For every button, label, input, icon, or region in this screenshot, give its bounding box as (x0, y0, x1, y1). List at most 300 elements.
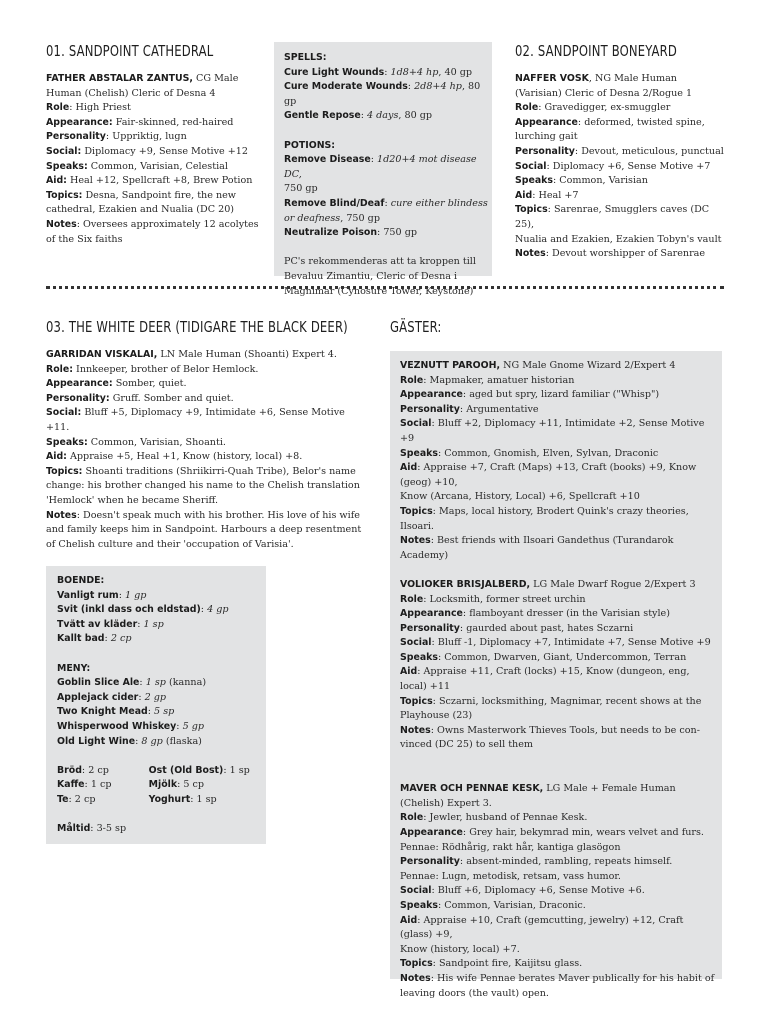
text-line: : Sarenrae, Smugglers caves (DC 25), (515, 204, 710, 230)
text-line: Know (Arcana, History, Local) +6, Spellcraft +10 (400, 491, 640, 503)
field-label: Bröd (57, 764, 82, 776)
npc-name: GARRIDAN VISKALAI, (46, 349, 158, 360)
field-label: Notes (46, 509, 77, 521)
field-label: Notes (400, 724, 431, 736)
field-label: Appearance (400, 827, 463, 838)
npc-name: FATHER ABSTALAR ZANTUS, (46, 73, 193, 84)
text-line: change: his brother changed his name to the Chelish translation (46, 480, 360, 492)
text-line (400, 447, 718, 462)
field-label: Notes (400, 535, 431, 547)
field-label: Personality (400, 403, 460, 415)
text-line: Somber, quiet. (112, 378, 187, 390)
text-line: and family keeps him in Sandpoint. Harbours a deep resentment (46, 524, 362, 536)
text-line (57, 793, 149, 808)
text-line (400, 884, 718, 899)
field-label: Gentle Repose (284, 110, 361, 122)
field-label: Appearance (400, 389, 463, 401)
text-line (400, 505, 718, 534)
text-line: Nualia and Ezakien, Ezakien Tobyn's vault (515, 233, 722, 245)
section-heading: 01. SANDPOINT CATHEDRAL (46, 42, 214, 60)
text-line: vinced (DC 25) to sell them (400, 739, 534, 751)
npc-name: VEZNUTT PAROOH, (400, 360, 501, 371)
npc-entry (46, 72, 261, 247)
field-label: Role: (46, 363, 73, 375)
field-label: Personality (46, 131, 106, 143)
text-line: Gruff. Somber and quiet. (109, 392, 234, 404)
field-label: Appearance: (46, 116, 113, 128)
field-label: Old Light Wine (57, 735, 136, 747)
section-sandpoint-cathedral (46, 42, 261, 247)
spacer (400, 753, 718, 768)
text-line: : (200, 604, 208, 616)
field-label: Appearance (515, 116, 578, 128)
text-line (284, 197, 489, 212)
text-line (400, 417, 718, 446)
text-line: : Uppriktig, lugn (105, 131, 187, 143)
field-label: Kallt bad (57, 633, 105, 645)
text-line: : absent-minded, rambling, repeats himself. (459, 856, 673, 868)
field-label: Role (515, 102, 539, 114)
field-label: Speaks (400, 447, 438, 459)
text-line: : Owns Masterwork Thieves Tools, but needs to be con- (430, 724, 700, 736)
text-line: : (118, 589, 125, 601)
text-line: : Devout, meticulous, punctual (574, 145, 724, 157)
field-label: Te (57, 793, 69, 805)
field-label: Vanligt rum (57, 589, 119, 601)
text-line (515, 247, 730, 262)
text-line (515, 145, 730, 160)
text-line: , 40 gp (438, 66, 473, 78)
text-line: : Bluff -1, Diplomacy +7, Intimidate +7, Sense Motive +9 (431, 637, 711, 649)
text-line: , 750 gp (340, 212, 380, 224)
text-line: Human (Chelish) Cleric of Desna 4 (46, 87, 216, 99)
text-line: : His wife Pennae berates Maver publically for his habit of (430, 972, 715, 984)
text-line (284, 153, 489, 182)
text-line (515, 116, 730, 131)
text-line (400, 593, 718, 608)
text-line: : gaurded about past, hates Sczarni (459, 622, 634, 634)
text-line: Magnimar (Cynosure Tower, Keystone) (284, 285, 474, 297)
field-label: Whisperwood Whiskey (57, 720, 177, 732)
text-line: CG Male (193, 73, 239, 84)
text-line (46, 450, 366, 465)
text-line (57, 735, 262, 750)
field-label: Cure Moderate Wounds (284, 81, 408, 93)
text-line (46, 130, 261, 145)
text-line: LG Male + Female Human (543, 783, 676, 795)
text-line: : (135, 735, 142, 747)
text-line: : Bluff +2, Diplomacy +11, Intimidate +2, Sense Motive +9 (400, 418, 705, 444)
text-line (515, 189, 730, 204)
text-line (400, 403, 718, 418)
field-value-italic: 1 gp (125, 589, 147, 601)
guests-box (390, 351, 722, 999)
field-label: Kaffe (57, 779, 85, 791)
text-line: , 80 gp (398, 110, 433, 122)
guests-heading: GÄSTER: (390, 318, 442, 336)
text-line: : deformed, twisted spine, (577, 116, 705, 128)
text-line (57, 618, 262, 633)
section-heading: 02. SANDPOINT BONEYARD (515, 42, 677, 60)
field-label: Neutralize Poison (284, 227, 378, 239)
text-line (284, 66, 489, 81)
npc-name: MAVER OCH PENNAE KESK, (400, 783, 544, 795)
field-label: Speaks (400, 651, 438, 663)
text-line: : 1 sp (223, 764, 250, 776)
text-line (400, 855, 718, 870)
text-line (46, 189, 261, 204)
text-line (400, 665, 718, 694)
text-line (46, 348, 366, 363)
field-label: Two Knight Mead (57, 706, 148, 718)
text-line: : (138, 691, 145, 703)
field-label: Role (400, 374, 424, 386)
text-line: PC's rekommenderas att ta kroppen till (284, 256, 476, 268)
text-line: : (139, 677, 146, 689)
text-line (284, 212, 489, 227)
text-line: NG Male Gnome Wizard 2/Expert 4 (500, 360, 676, 371)
text-line: : aged but spry, lizard familiar ("Whisp") (462, 389, 660, 401)
field-value-italic: 4 gp (207, 604, 229, 616)
field-label: Social (400, 637, 432, 649)
field-label: Topics (400, 958, 433, 970)
npc-entry (46, 348, 366, 552)
field-label: Tvätt av kläder (57, 618, 138, 630)
field-label: Personality (400, 856, 460, 868)
text-line: : flamboyant dresser (in the Varisian style) (462, 608, 670, 620)
text-line: : Doesn't speak much with his brother. His love of his wife (76, 509, 360, 521)
text-line (46, 363, 366, 378)
text-line: : 3-5 sp (90, 823, 127, 835)
field-label: Goblin Slice Ale (57, 677, 140, 689)
field-label: Personality: (46, 392, 110, 404)
text-line: : 2 cp (68, 793, 96, 805)
field-label: Yoghurt (148, 793, 191, 805)
text-line (46, 509, 366, 524)
npc-name: NAFFER VOSK (515, 73, 589, 84)
field-value-italic: 2 gp (144, 691, 167, 703)
spells-title: SPELLS: (284, 52, 327, 63)
field-value-italic: 5 gp (182, 720, 205, 732)
text-line (46, 101, 261, 116)
text-line (46, 160, 261, 175)
food-prices (57, 764, 262, 808)
field-label: Ost (Old Bost) (148, 764, 224, 776)
field-value-italic: 1d8+4 hp (390, 66, 439, 78)
field-value-italic: 2d8+4 hp (414, 81, 462, 93)
field-label: Måltid (57, 823, 91, 835)
field-label: Appearance: (46, 378, 113, 390)
text-line (400, 972, 718, 987)
field-label: Applejack cider (57, 691, 139, 703)
text-line: 'Hemlock' when he became Sheriff. (46, 494, 219, 506)
text-line (400, 811, 718, 826)
text-line: LG Male Dwarf Rogue 2/Expert 3 (530, 578, 696, 590)
text-line: : Maps, local history, Brodert Quink's crazy theories, Ilsoari. (400, 505, 689, 532)
field-value-italic: cure either blindess (390, 197, 488, 209)
text-line: lurching gait (515, 131, 578, 143)
text-line (284, 109, 489, 124)
text-line: : (384, 66, 391, 78)
field-label: Cure Light Wounds (284, 66, 385, 78)
spacer (284, 241, 489, 256)
text-line (57, 822, 262, 837)
text-line (46, 145, 261, 160)
spells-box (274, 42, 492, 297)
text-line: Innkeeper, brother of Belor Hemlock. (72, 363, 259, 375)
field-value-italic: 1d20+4 mot disease DC, (284, 154, 477, 180)
field-label: Topics (515, 204, 548, 216)
field-label: Social (400, 885, 432, 897)
text-line: : Sczarni, locksmithing, Magnimar, recent shows at the (432, 695, 702, 707)
text-line (400, 461, 718, 490)
text-line (46, 72, 261, 87)
text-line (400, 578, 718, 593)
field-label: Social (515, 160, 547, 172)
text-line: Pennae: Rödhårig, rakt hår, kantiga glasögon (400, 841, 621, 853)
text-line: : Devout worshipper of Sarenrae (545, 248, 706, 260)
text-line (284, 80, 489, 109)
field-label: Aid (400, 914, 418, 926)
npc-entry-volioker (400, 578, 718, 753)
text-line (57, 676, 262, 691)
field-label: Role (400, 593, 424, 605)
field-label: Role (400, 812, 424, 824)
text-line: : (370, 154, 378, 166)
dotted-divider (46, 286, 724, 289)
field-label: Speaks (515, 175, 553, 187)
text-line (400, 636, 718, 651)
text-line: : Gravedigger, ex-smuggler (538, 102, 671, 114)
text-line: (flaska) (162, 735, 202, 747)
field-label: Remove Blind/Deaf (284, 197, 385, 209)
spacer (57, 647, 262, 662)
text-line: : (176, 720, 183, 732)
text-line (400, 607, 718, 622)
spacer (400, 563, 718, 578)
text-line: : Appraise +7, Craft (Maps) +13, Craft (books) +9, Know (geog) +10, (400, 462, 697, 488)
text-line: : Common, Varisian, Draconic. (437, 899, 586, 911)
potions-title: POTIONS: (284, 139, 336, 151)
text-line: : 1 cp (84, 779, 112, 791)
text-line: of the Six faiths (46, 233, 123, 245)
text-line: : Best friends with Ilsoari Gandethus (Turandarok Academy) (400, 535, 674, 561)
text-line: : 5 cp (177, 779, 205, 791)
field-value-italic: 8 gp (141, 735, 163, 747)
text-line (46, 436, 366, 451)
guests-heading-wrap (390, 318, 490, 336)
text-line (400, 359, 718, 374)
field-label: Aid: (46, 451, 67, 463)
text-line: : (384, 197, 391, 209)
text-line (46, 174, 261, 189)
text-line: : Appraise +11, Craft (locks) +15, Know (dungeon, eng, local) +11 (400, 666, 690, 693)
text-line (284, 51, 489, 66)
text-line (57, 720, 262, 735)
text-line (46, 465, 366, 480)
spacer (57, 749, 262, 764)
field-label: Appearance (400, 608, 463, 620)
field-label: Social: (46, 407, 82, 419)
text-line: : High Priest (69, 102, 131, 114)
text-line: LN Male Human (Shoanti) Expert 4. (157, 349, 337, 360)
text-line (284, 226, 489, 241)
npc-entry-maver (400, 782, 718, 1001)
text-line: Bevaluu Zimantiu, Cleric of Desna i (284, 270, 458, 282)
text-line: : Common, Gnomish, Elven, Sylvan, Draconic (437, 447, 659, 459)
text-line (515, 174, 730, 189)
text-line: (Chelish) Expert 3. (400, 797, 492, 809)
text-line (400, 651, 718, 666)
text-line (46, 392, 366, 407)
text-line: Common, Varisian, Shoanti. (87, 436, 226, 448)
text-line: 750 gp (284, 183, 318, 195)
text-line (57, 662, 262, 677)
field-label: Role (46, 102, 70, 114)
text-line: Know (history, local) +7. (400, 943, 520, 955)
text-line (515, 72, 730, 87)
text-line: Diplomacy +9, Sense Motive +12 (81, 145, 248, 157)
text-line (57, 691, 262, 706)
spacer (400, 768, 718, 783)
text-line (400, 695, 718, 710)
text-line: : Jewler, husband of Pennae Kesk. (423, 812, 588, 824)
text-line: Appraise +5, Heal +1, Know (history, local) +8. (66, 451, 303, 463)
text-line (46, 218, 261, 233)
text-line: , NG Male Human (588, 73, 677, 84)
text-line: : Locksmith, former street urchin (423, 593, 586, 605)
text-line: : Mapmaker, amatuer historian (423, 374, 575, 386)
text-line: : 1 sp (190, 793, 217, 805)
field-value-italic: 4 days (367, 110, 399, 122)
text-line (400, 622, 718, 637)
text-line (57, 764, 149, 779)
field-label: Topics (400, 505, 433, 517)
text-line (284, 139, 489, 154)
text-line (57, 632, 262, 647)
text-line (400, 899, 718, 914)
field-label: Aid: (46, 175, 67, 187)
text-line: of Chelish culture and their 'occupation of Varisia'. (46, 538, 294, 550)
text-line (515, 160, 730, 175)
field-label: Aid (400, 666, 418, 678)
field-value-italic: 2 cp (110, 633, 132, 645)
field-label: Speaks (400, 899, 438, 911)
section-white-deer (46, 318, 366, 552)
text-line (57, 574, 262, 589)
lodging-menu-box (46, 566, 266, 844)
text-line (149, 778, 262, 793)
field-value-italic: 1 sp (145, 677, 166, 689)
text-line: : (360, 110, 368, 122)
text-line (57, 603, 262, 618)
field-label: Social: (46, 145, 82, 157)
text-line: : (137, 618, 144, 630)
npc-entry-veznutt (400, 359, 718, 563)
text-line: : Bluff +6, Diplomacy +6, Sense Motive +6. (431, 885, 645, 897)
lodging-title: BOENDE: (57, 575, 105, 586)
text-line: : (407, 81, 415, 93)
spacer (57, 808, 262, 823)
text-line (400, 782, 718, 797)
text-line (46, 406, 366, 435)
text-line: : Common, Dwarven, Giant, Undercommon, Terran (437, 651, 687, 663)
text-line: Fair-skinned, red-haired (112, 116, 234, 128)
spacer (284, 124, 489, 139)
field-value-italic: 5 sp (154, 706, 175, 718)
text-line: Common, Varisian, Celestial (87, 160, 228, 172)
text-line: : 2 cp (81, 764, 109, 776)
text-line (515, 101, 730, 116)
text-line: : 750 gp (377, 227, 417, 239)
field-label: Mjölk (148, 779, 178, 791)
field-label: Topics (400, 695, 433, 707)
text-line: : Common, Varisian (552, 175, 648, 187)
field-label: Speaks: (46, 160, 88, 172)
text-line (57, 705, 262, 720)
text-line (46, 377, 366, 392)
field-label: Notes (515, 248, 546, 260)
text-line: : Grey hair, bekymrad min, wears velvet and furs. (462, 827, 704, 838)
text-line (400, 826, 718, 841)
text-line (46, 116, 261, 131)
field-label: Notes (400, 972, 431, 984)
text-line (57, 589, 262, 604)
text-line (400, 914, 718, 943)
text-line (400, 724, 718, 739)
text-line: : Argumentative (459, 403, 539, 415)
field-label: Svit (inkl dass och eldstad) (57, 604, 201, 616)
text-line (149, 764, 262, 779)
text-line: cathedral, Ezakien and Nualia (DC 20) (46, 204, 235, 216)
section-heading: 03. THE WHITE DEER (TIDIGARE THE BLACK DEER) (46, 318, 348, 336)
npc-name: VOLIOKER BRISJALBERD, (400, 578, 531, 590)
field-label: Topics: (46, 189, 83, 201)
field-label: Social (400, 418, 432, 430)
text-line: : (147, 706, 155, 718)
text-line: : Sandpoint fire, Kaijitsu glass. (432, 958, 583, 970)
text-line: leaving doors (the vault) open. (400, 987, 549, 999)
field-label: Remove Disease (284, 154, 371, 166)
text-line (57, 778, 149, 793)
menu-title: MENY: (57, 662, 91, 674)
text-line (149, 793, 262, 808)
field-label: Personality (515, 145, 575, 157)
field-label: Speaks: (46, 436, 88, 448)
text-line: (kanna) (165, 677, 207, 689)
text-line: : Oversees approximately 12 acolytes (76, 218, 259, 230)
text-line: Shoanti traditions (Shriikirri-Quah Tribe), Belor's name (82, 465, 356, 477)
section-sandpoint-boneyard (515, 42, 730, 262)
text-line: Desna, Sandpoint fire, the new (82, 189, 237, 201)
field-label: Notes (46, 218, 77, 230)
field-value-italic: or deafness (284, 212, 341, 224)
text-line: Playhouse (23) (400, 710, 473, 722)
field-value-italic: 1 sp (143, 618, 164, 630)
text-line (400, 388, 718, 403)
text-line: : Appraise +10, Craft (gemcutting, jewelry) +12, Craft (glass) +9, (400, 914, 684, 941)
text-line (400, 374, 718, 389)
text-line: Pennae: Lugn, metodisk, retsam, vass humor. (400, 870, 621, 882)
field-label: Personality (400, 622, 460, 634)
text-line: : (104, 633, 111, 645)
npc-entry (515, 72, 730, 262)
text-line: : Heal +7 (532, 189, 579, 201)
text-line: , 80 gp (284, 81, 481, 107)
field-label: Topics: (46, 465, 83, 477)
text-line (515, 203, 730, 232)
text-line (400, 957, 718, 972)
